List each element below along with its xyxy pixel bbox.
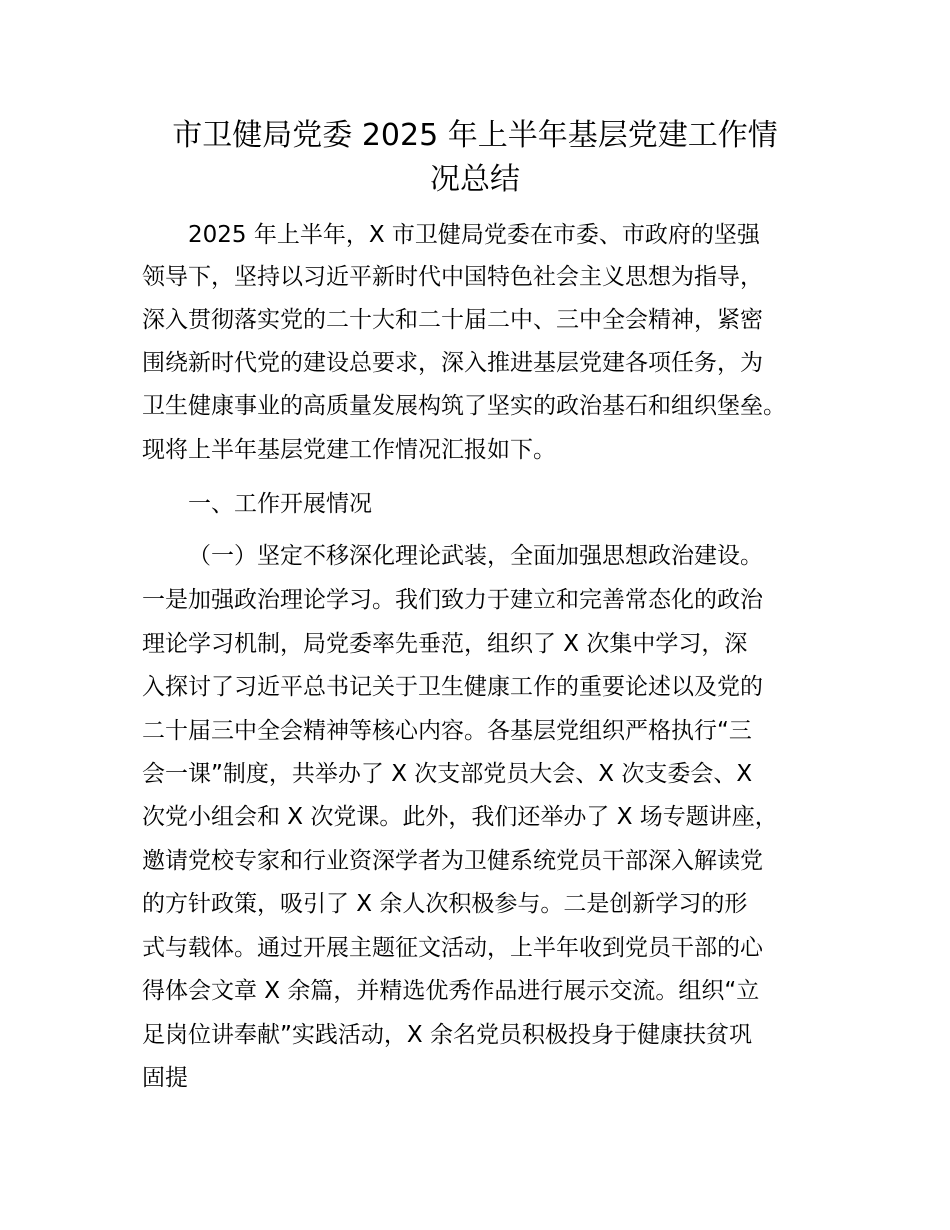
paragraph-line: 入探讨了习近平总书记关于卫生健康工作的重要论述以及党的	[142, 674, 763, 700]
paragraph-line: 固提	[142, 1065, 188, 1091]
paragraph-line: 卫生健康事业的高质量发展构筑了坚实的政治基石和组织堡垒。	[142, 393, 786, 419]
paragraph-line: 深入贯彻落实党的二十大和二十届二中、三中全会精神，紧密	[142, 307, 763, 333]
paragraph-line: 围绕新时代党的建设总要求，深入推进基层党建各项任务，为	[142, 350, 763, 376]
paragraph-line: 次党小组会和 X 次党课。此外，我们还举办了 X 场专题讲座，	[142, 804, 778, 830]
paragraph-line: 邀请党校专家和行业资深学者为卫健系统党员干部深入解读党	[142, 848, 763, 874]
paragraph-line: 一是加强政治理论学习。我们致力于建立和完善常态化的政治	[142, 587, 763, 613]
paragraph-line: 得体会文章 X 余篇，并精选优秀作品进行展示交流。组织“立	[142, 978, 760, 1004]
paragraph-line: 领导下，坚持以习近平新时代中国特色社会主义思想为指导，	[142, 264, 763, 290]
paragraph-line: 理论学习机制，局党委率先垂范，组织了 X 次集中学习，深	[142, 631, 748, 657]
paragraph-line: 二十届三中全会精神等核心内容。各基层党组织严格执行“三	[142, 718, 752, 744]
paragraph-line: 2025 年上半年，X 市卫健局党委在市委、市政府的坚强	[188, 222, 760, 248]
paragraph-line: 的方针政策，吸引了 X 余人次积极参与。二是创新学习的形	[142, 891, 748, 917]
paragraph-line: 式与载体。通过开展主题征文活动，上半年收到党员干部的心	[142, 935, 763, 961]
paragraph-line: 足岗位讲奉献”实践活动，X 余名党员积极投身于健康扶贫巩	[142, 1022, 752, 1048]
paragraph-line: 现将上半年基层党建工作情况汇报如下。	[142, 437, 556, 463]
subsection-heading: （一）坚定不移深化理论武装，全面加强思想政治建设。	[188, 543, 763, 569]
document-title-line-1: 市卫健局党委 2025 年上半年基层党建工作情	[172, 118, 778, 153]
document-title-line-2: 况总结	[430, 162, 520, 197]
section-heading: 一、工作开展情况	[188, 491, 372, 517]
paragraph-line: 会一课”制度，共举办了 X 次支部党员大会、X 次支委会、X	[142, 761, 753, 787]
